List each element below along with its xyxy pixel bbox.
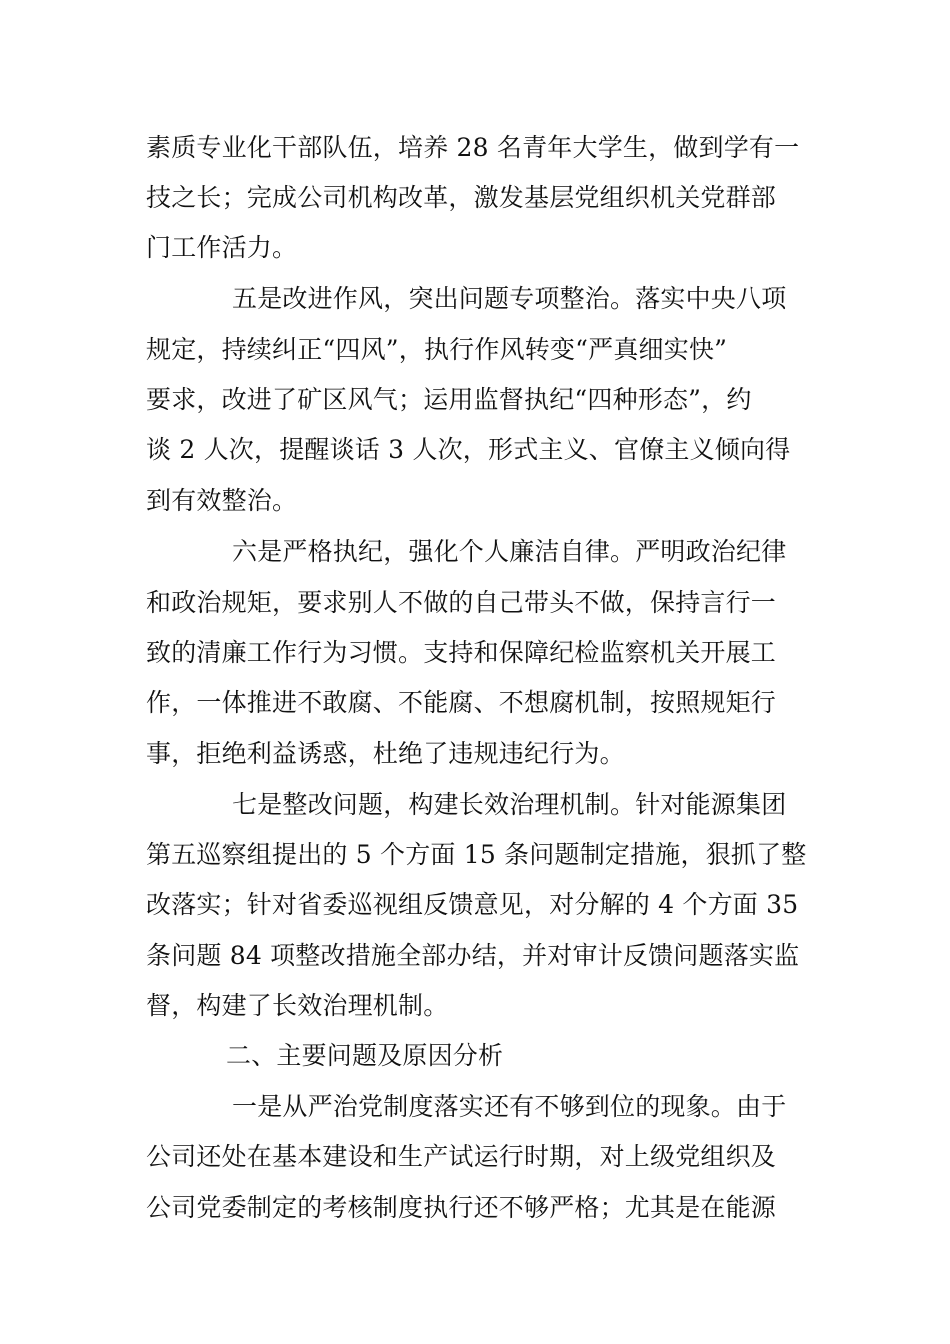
text-line-13: 事，拒绝利益诱惑，杜绝了违规违纪行为。 — [146, 739, 625, 768]
text-line-22: 公司党委制定的考核制度执行还不够严格；尤其是在能源 — [146, 1193, 777, 1222]
paragraph-6-start: 六是严格执纪，强化个人廉洁自律。严明政治纪律 — [232, 537, 787, 566]
text-line-1: 素质专业化干部队伍，培养 28 名青年大学生，做到学有一 — [146, 133, 800, 162]
paragraph-7-start: 七是整改问题，构建长效治理机制。针对能源集团 — [232, 790, 787, 819]
text-line-8: 到有效整治。 — [146, 486, 298, 515]
text-line-2: 技之长；完成公司机构改革，激发基层党组织机关党群部 — [146, 183, 777, 212]
text-line-7: 谈 2 人次，提醒谈话 3 人次，形式主义、官僚主义倾向得 — [146, 435, 791, 464]
text-line-17: 条问题 84 项整改措施全部办结，并对审计反馈问题落实监 — [146, 941, 800, 970]
text-line-21: 公司还处在基本建设和生产试运行时期，对上级党组织及 — [146, 1142, 777, 1171]
text-line-12: 作，一体推进不敢腐、不能腐、不想腐机制，按照规矩行 — [146, 688, 777, 717]
text-line-3: 门工作活力。 — [146, 233, 298, 262]
paragraph-problem-1-start: 一是从严治党制度落实还有不够到位的现象。由于 — [232, 1092, 787, 1121]
text-line-5: 规定，持续纠正“四风”，执行作风转变“严真细实快” — [146, 335, 728, 364]
text-line-15: 第五巡察组提出的 5 个方面 15 条问题制定措施，狠抓了整 — [146, 840, 807, 869]
text-line-18: 督，构建了长效治理机制。 — [146, 991, 449, 1020]
text-line-16: 改落实；针对省委巡视组反馈意见，对分解的 4 个方面 35 — [146, 890, 799, 919]
text-line-11: 致的清廉工作行为习惯。支持和保障纪检监察机关开展工 — [146, 638, 777, 667]
text-line-10: 和政治规矩，要求别人不做的自己带头不做，保持言行一 — [146, 588, 777, 617]
text-line-6: 要求，改进了矿区风气；运用监督执纪“四种形态”，约 — [146, 385, 752, 414]
section-heading: 二、主要问题及原因分析 — [226, 1041, 504, 1070]
paragraph-5-start: 五是改进作风，突出问题专项整治。落实中央八项 — [232, 284, 787, 313]
